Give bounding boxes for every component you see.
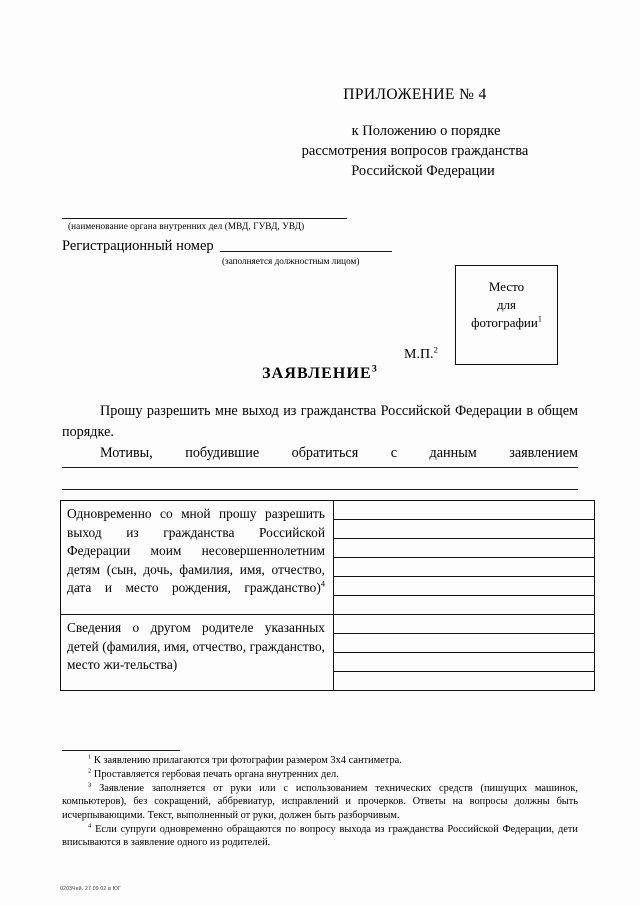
photo-box-line-3-text: фотографии bbox=[471, 315, 538, 330]
page-title-footnote-marker: 3 bbox=[371, 363, 378, 375]
table-row-fill-cell[interactable] bbox=[334, 615, 595, 691]
fill-slot[interactable] bbox=[334, 615, 594, 634]
printer-code: 0203Чей. 27 09 02 в ЮГ bbox=[60, 886, 121, 892]
photo-box-line-2: для bbox=[496, 297, 517, 312]
footnote-item bbox=[62, 754, 578, 767]
appendix-header bbox=[250, 86, 580, 181]
table-row-label-text: Сведения о другом родителе указанных детей (фамилия, имя, отчество, гражданство, место жи-тельства) bbox=[67, 620, 325, 673]
footnote-marker: 3 bbox=[88, 781, 92, 789]
table-row-label-text bbox=[67, 505, 325, 598]
footnote-marker: 1 bbox=[88, 753, 92, 761]
footnote-text: Заявление заполняется от руки или с использованием технических средств (пишущих машинок, компьютеров), без сокращений, аббревиатур, исправлений и прочерков. Ответы на вопросы должны быть исчерпывающими. Текст, выполненный от руки, должен быть разборчивым. bbox=[62, 782, 578, 821]
footnote-text: Если супруги одновременно обращаются по вопросу выхода из гражданства Российской Федерации, дети вписываются в заявление одного из родителей. bbox=[62, 823, 578, 848]
table-row bbox=[61, 615, 595, 691]
appendix-title: ПРИЛОЖЕНИЕ № 4 bbox=[343, 86, 487, 103]
fill-slot[interactable] bbox=[334, 520, 594, 539]
photo-box-line-1: Место bbox=[488, 279, 525, 294]
organ-name-input-rule[interactable] bbox=[62, 218, 347, 219]
footnote-item bbox=[62, 782, 578, 822]
table-row-label-cell bbox=[61, 615, 334, 691]
fill-slot[interactable] bbox=[334, 653, 594, 672]
footnote-marker: 2 bbox=[88, 767, 92, 775]
fill-slot[interactable] bbox=[334, 539, 594, 558]
fill-slot-group bbox=[334, 615, 594, 690]
motives-fill-line-2[interactable] bbox=[62, 489, 578, 490]
motives-fill-line-1[interactable] bbox=[62, 467, 578, 468]
appendix-reference-line-3: Российской Федерации bbox=[351, 163, 495, 179]
table-row-fill-cell[interactable] bbox=[334, 501, 595, 615]
photo-box-line-3 bbox=[471, 314, 542, 332]
page-title bbox=[0, 365, 640, 383]
fill-slot-group bbox=[334, 501, 594, 614]
appendix-reference-line-2: рассмотрения вопросов гражданства bbox=[301, 143, 529, 159]
body-paragraph-request: Прошу разрешить мне выход из гражданства Российской Федерации в общем порядке. bbox=[62, 403, 578, 440]
table-row-label-footnote-marker: 4 bbox=[320, 579, 325, 589]
table-row bbox=[61, 501, 595, 615]
footnote-text: Проставляется гербовая печать органа внутренних дел. bbox=[93, 768, 339, 780]
footnote-text: К заявлению прилагаются три фотографии размером 3x4 сантиметра. bbox=[93, 755, 402, 766]
fill-slot[interactable] bbox=[334, 596, 594, 614]
registration-number-label: Регистрационный номер bbox=[62, 238, 214, 254]
footnote-separator bbox=[62, 750, 180, 751]
photo-box-footnote-marker: 1 bbox=[537, 314, 542, 324]
registration-number-row bbox=[62, 238, 392, 255]
stamp-footnote-marker: 2 bbox=[433, 344, 438, 355]
fill-slot[interactable] bbox=[334, 501, 594, 520]
fill-slot[interactable] bbox=[334, 577, 594, 596]
footnote-marker: 4 bbox=[88, 822, 92, 830]
table-row-label-body: Одновременно со мной прошу разрешить выход из гражданства Российской Федерации моим несовершеннолетним детям (сын, дочь, фамилия, имя, отчество, дата и место рождения, гражданство) bbox=[67, 506, 325, 596]
fill-slot[interactable] bbox=[334, 558, 594, 577]
photo-placeholder-box bbox=[455, 265, 558, 365]
fill-slot[interactable] bbox=[334, 634, 594, 653]
body-paragraph-motives: Мотивы, побудившие обратиться с данным заявлением bbox=[100, 445, 578, 461]
stamp-place-label: М.П. bbox=[404, 347, 434, 362]
table-row-label-cell bbox=[61, 501, 334, 615]
application-body bbox=[62, 401, 578, 464]
stamp-place-marker bbox=[404, 344, 438, 363]
organ-name-caption: (наименование органа внутренних дел (МВД, ГУВД, УВД) bbox=[68, 221, 305, 231]
registration-number-caption: (заполняется должностным лицом) bbox=[222, 256, 360, 266]
footnotes-block bbox=[62, 754, 578, 850]
registration-number-input-rule[interactable] bbox=[220, 251, 392, 252]
appendix-reference-line-1: к Положению о порядке bbox=[351, 123, 501, 139]
page-title-text: ЗАЯВЛЕНИЕ bbox=[262, 365, 372, 382]
fill-slot[interactable] bbox=[334, 672, 594, 690]
footnote-item bbox=[62, 768, 578, 781]
children-details-table bbox=[60, 500, 595, 691]
footnote-item bbox=[62, 823, 578, 850]
